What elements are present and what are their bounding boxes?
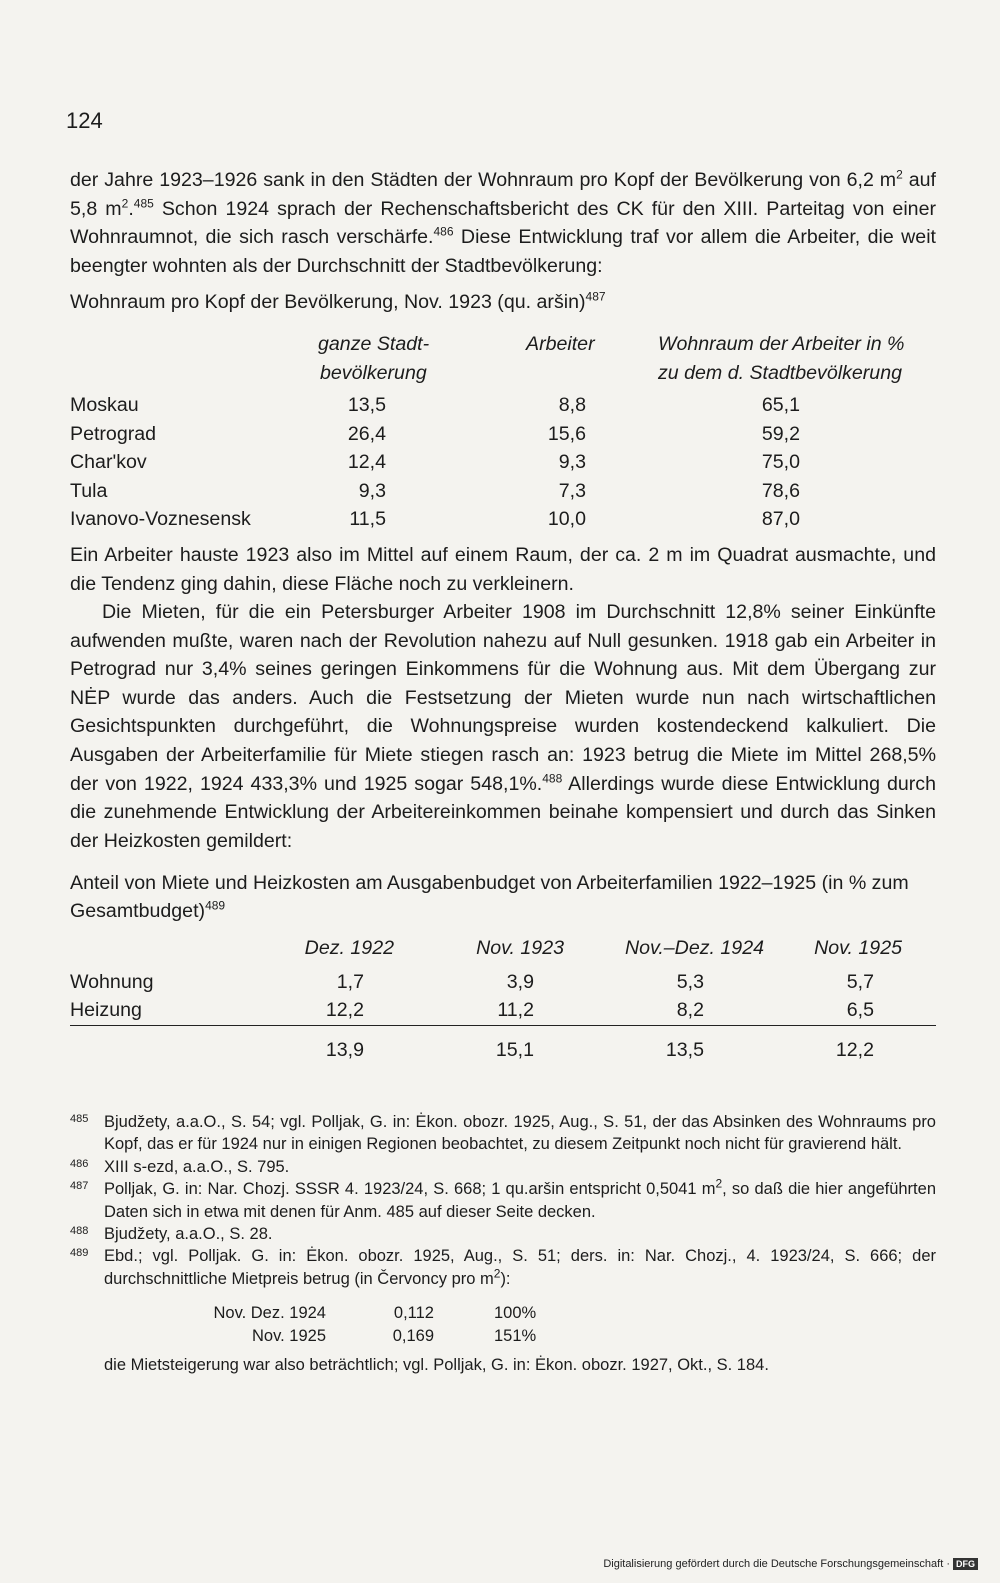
- paragraph-1-text-a: der Jahre 1923–1926 sank in den Städten der Wohnraum pro Kopf der Bevölkerung von 6,2 m: [70, 169, 897, 191]
- footnote-ref-487[interactable]: 487: [585, 289, 606, 304]
- housing-table: [70, 330, 936, 540]
- footnote-486: [70, 1156, 936, 1178]
- footnote-ref-486[interactable]: 486: [433, 224, 454, 239]
- row-total: 11,5: [349, 508, 386, 530]
- budget-table: [70, 934, 936, 1069]
- header-col: Nov. 1923: [476, 937, 564, 959]
- footnote-number: 487: [70, 1180, 89, 1193]
- footnote-number: 488: [70, 1225, 89, 1238]
- total-value: 12,2: [835, 1039, 874, 1061]
- superscript: 2: [121, 196, 129, 211]
- row-value: 11,2: [497, 999, 534, 1021]
- header-percent-line2: zu dem d. Stadtbevölkerung: [658, 362, 902, 384]
- row-percent: 75,0: [761, 451, 800, 473]
- header-total-line2: bevölkerung: [320, 362, 427, 384]
- row-value: 12,2: [325, 999, 364, 1021]
- paragraph-1-text-c: .: [128, 197, 134, 220]
- row-value: 5,7: [846, 971, 874, 993]
- row-workers: 8,8: [558, 394, 586, 416]
- header-col: Nov. 1925: [814, 937, 902, 959]
- row-workers: 9,3: [558, 451, 586, 473]
- row-workers: 10,0: [547, 508, 586, 530]
- row-percent: 87,0: [761, 508, 800, 530]
- row-percent: 59,2: [761, 423, 800, 445]
- row-label: Heizung: [70, 999, 142, 1021]
- row-city: Moskau: [70, 394, 139, 416]
- table-1-caption: [70, 288, 936, 316]
- header-col: Dez. 1922: [304, 937, 394, 959]
- footnote-text-b: ):: [500, 1269, 511, 1288]
- rent-row-percent: 151%: [494, 1327, 537, 1346]
- paragraph-3-text-a: Die Mieten, für die ein Petersburger Arbeiter 1908 im Durchschnitt 12,8% seiner Einkünfte aufwenden mußte, waren nach der Revolution nahezu auf Null gesunken. 1918 gab ein Arbeiter in Petrograd nur 3,4% seines geringen Einkommens für die Wohnung aus. Mit dem Übergang zur NĖP wurde das anders. Auch die Festsetzung der Mieten wurde nun nach wirtschaftlichen Gesichtspunkten durchgeführt, die Wohnungspreise wurden kostendeckend kalkuliert. Die Ausgaben der Arbeiterfamilie für Miete stiegen rasch an: 1923 betrug die Miete im Mittel 268,5% der von 1922, 1924 433,3% und 1925 sogar 548,1%.: [70, 601, 936, 795]
- header-col: Nov.–Dez. 1924: [624, 937, 764, 959]
- row-total: 13,5: [347, 394, 386, 416]
- row-city: Ivanovo-Voznesensk: [70, 508, 251, 530]
- total-value: 13,9: [325, 1039, 364, 1061]
- row-percent: 78,6: [761, 480, 800, 502]
- paragraph-3-text-b: Allerdings wurde diese Entwicklung durch die zunehmende Entwicklung der Arbeitereinkommen beinahe kompensiert und durch das Sinken der Heizkosten gemildert:: [70, 772, 936, 852]
- row-value: 3,9: [506, 971, 534, 993]
- footnote-text-b: , so daß die hier angeführten Daten sich in etwa mit denen für Anm. 485 auf dieser Seite decken.: [104, 1180, 936, 1221]
- paragraph-1-text-e: Diese Entwicklung traf vor allem die Arbeiter, die weit beengter wohnten als der Durchschnitt der Stadtbevölkerung:: [70, 226, 936, 277]
- superscript: 2: [896, 167, 903, 182]
- footnote-number: 485: [70, 1113, 89, 1125]
- footnote-text-a: Ebd.; vgl. Polljak. G. in: Ėkon. obozr. 1925, Aug., S. 51; ders. in: Nar. Chozj., 4. 1923/24, S. 666; der durchschnittliche Mietpreis betrug (in Červoncy pro m: [104, 1247, 936, 1288]
- row-total: 9,3: [358, 480, 386, 502]
- footnote-ref-489[interactable]: 489: [205, 898, 226, 913]
- footnote-text: Bjudžety, a.a.O., S. 28.: [104, 1225, 273, 1244]
- row-total: 26,4: [347, 423, 386, 445]
- paragraph-1: [70, 166, 936, 280]
- row-workers: 7,3: [558, 480, 586, 502]
- row-workers: 15,6: [547, 423, 586, 445]
- table-2-caption-text: Anteil von Miete und Heizkosten am Ausgabenbudget von Arbeiterfamilien 1922–1925 (in % zum Gesamtbudget): [70, 872, 909, 922]
- rent-price-table: [70, 1302, 936, 1350]
- total-value: 13,5: [665, 1039, 704, 1061]
- paragraph-1-text-d: Schon 1924 sprach der Rechenschaftsbericht des CK für den XIII. Parteitag von einer Wohnraumnot, die sich rasch verschärfe.: [70, 197, 936, 249]
- row-total: 12,4: [347, 451, 386, 473]
- footnote-text: Bjudžety, a.a.O., S. 54; vgl. Polljak, G. in: Ėkon. obozr. 1925, Aug., S. 51, der das Absinken des Wohnraums pro Kopf, das er für 1924 nur in einigen Regionen beobachtet, zu diesem Zeitpunkt noch nicht für gravierend hält.: [104, 1113, 936, 1154]
- footnote-text: XIII s-ezd, a.a.O., S. 795.: [104, 1157, 290, 1176]
- footnote-ref-485[interactable]: 485: [133, 196, 154, 211]
- footnote-number: 486: [70, 1157, 89, 1170]
- header-total-line1: ganze Stadt-: [318, 333, 430, 355]
- footnote-489-continuation: die Mietsteigerung war also beträchtlich; vgl. Polljak, G. in: Ėkon. obozr. 1927, Okt., S. 184.: [104, 1356, 769, 1375]
- dfg-logo: DFG: [953, 1558, 978, 1570]
- table-2-caption: [70, 869, 936, 925]
- footnote-text-a: Polljak, G. in: Nar. Chozj. SSSR 4. 1923/24, S. 668; 1 qu.aršin entspricht 0,5041 m: [104, 1180, 716, 1199]
- superscript: 2: [493, 1266, 501, 1281]
- footnote-485: [70, 1111, 936, 1156]
- footnote-number: 489: [70, 1247, 89, 1260]
- rent-row-price: 0,169: [392, 1327, 434, 1346]
- footer-text: Digitalisierung gefördert durch die Deutsche Forschungsgemeinschaft ·: [603, 1558, 950, 1570]
- row-value: 8,2: [676, 999, 704, 1021]
- row-city: Char'kov: [70, 451, 147, 473]
- header-workers: Arbeiter: [526, 333, 595, 355]
- paragraph-1-text-b: auf 5,8 m: [70, 169, 937, 220]
- footnotes: [70, 1111, 936, 1377]
- row-value: 5,3: [676, 971, 704, 993]
- row-city: Petrograd: [70, 423, 157, 445]
- row-city: Tula: [70, 480, 108, 502]
- page-number: 124: [66, 108, 103, 133]
- paragraph-3: [70, 598, 936, 855]
- row-label: Wohnung: [70, 971, 154, 993]
- footnote-ref-488[interactable]: 488: [542, 771, 563, 786]
- rent-row-percent: 100%: [494, 1304, 537, 1323]
- paragraph-2: Ein Arbeiter hauste 1923 also im Mittel auf einem Raum, der ca. 2 m im Quadrat ausmachte, und die Tendenz ging dahin, diese Fläche noch zu verkleinern.: [70, 544, 936, 595]
- row-value: 6,5: [846, 999, 874, 1021]
- header-percent-line1: Wohnraum der Arbeiter in %: [658, 333, 905, 355]
- row-value: 1,7: [336, 971, 364, 993]
- total-value: 15,1: [495, 1039, 534, 1061]
- rent-row-label: Nov. 1925: [252, 1327, 326, 1346]
- footnote-487: [70, 1178, 936, 1223]
- footnote-489: [70, 1245, 936, 1290]
- funding-footer: [603, 1558, 978, 1570]
- rent-row-label: Nov. Dez. 1924: [213, 1304, 326, 1323]
- sum-rule: [70, 1025, 936, 1026]
- superscript: 2: [715, 1176, 723, 1191]
- row-percent: 65,1: [761, 394, 800, 416]
- footnote-488: [70, 1223, 936, 1245]
- rent-row-price: 0,112: [393, 1304, 434, 1323]
- table-1-caption-text: Wohnraum pro Kopf der Bevölkerung, Nov. 1923 (qu. aršin): [70, 291, 586, 313]
